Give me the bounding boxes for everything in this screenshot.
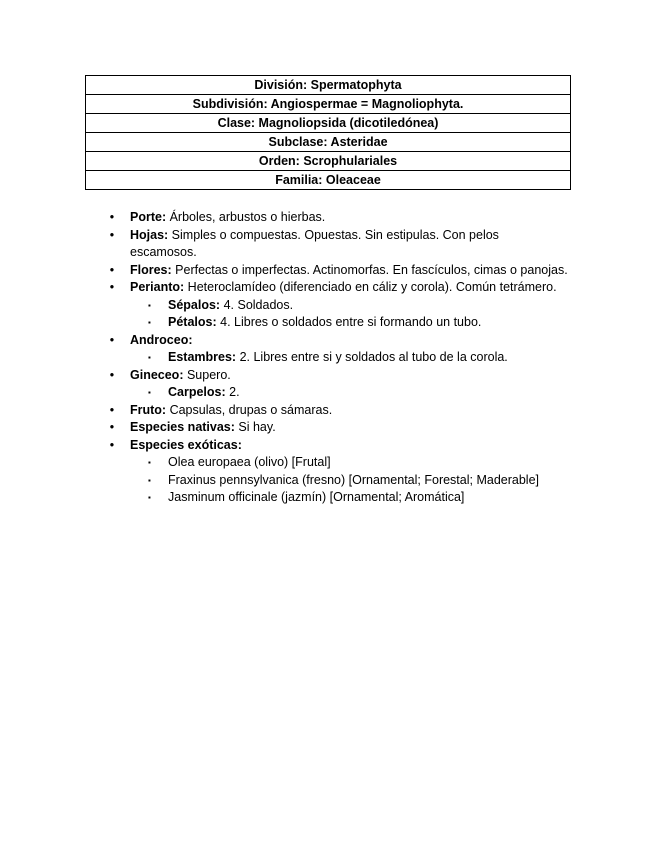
item-label: Especies exóticas:: [130, 437, 242, 452]
item-label: Fruto:: [130, 402, 167, 417]
list-item-flores: [108, 262, 568, 280]
item-label: Androceo:: [130, 332, 193, 347]
item-text: Supero.: [183, 367, 231, 382]
item-text: Capsulas, drupas o sámaras.: [166, 402, 333, 417]
table-row: [86, 133, 571, 152]
bullet-icon: •: [109, 367, 115, 382]
square-bullet-icon: ▪: [148, 353, 151, 362]
item-label: Flores:: [130, 262, 172, 277]
species-name: Jasminum officinale (jazmín) [Ornamental; Aromática]: [168, 490, 465, 504]
item-label: Pétalos:: [168, 315, 217, 329]
taxonomy-division: División: Spermatophyta: [86, 76, 571, 95]
list-item-perianto: [108, 279, 568, 297]
list-item-hojas: [108, 227, 568, 262]
bullet-icon: •: [109, 210, 115, 224]
item-label: Gineceo:: [130, 367, 184, 382]
square-bullet-icon: ▪: [148, 475, 151, 485]
bullet-icon: •: [109, 402, 115, 417]
list-item-gineceo: [108, 367, 568, 385]
square-bullet-icon: ▪: [148, 318, 151, 327]
item-text: Perfectas o imperfectas. Actinomorfas. En fascículos, cimas o panojas.: [171, 262, 568, 277]
list-item-fruto: [108, 402, 568, 420]
list-item-androceo: [108, 332, 568, 350]
square-bullet-icon: ▪: [148, 493, 151, 502]
item-text: Simples o compuestas. Opuestas. Sin estipulas. Con pelos escamosos.: [130, 227, 499, 259]
item-label: Estambres:: [168, 350, 237, 364]
item-label: Carpelos:: [168, 385, 226, 399]
taxonomy-family: Familia: Oleaceae: [86, 171, 571, 190]
taxonomy-class: Clase: Magnoliopsida (dicotiledónea): [86, 114, 571, 133]
bullet-icon: •: [109, 420, 115, 434]
item-text: 4. Libres o soldados entre si formando un tubo.: [216, 315, 482, 329]
table-row: [86, 95, 571, 114]
item-text: Árboles, arbustos o hierbas.: [166, 210, 326, 224]
item-text: 2. Libres entre si y soldados al tubo de la corola.: [236, 350, 508, 364]
list-item-sepalos: [108, 297, 568, 315]
species-name: Fraxinus pennsylvanica (fresno) [Ornamental; Forestal; Maderable]: [168, 472, 539, 487]
taxonomy-table: [85, 75, 571, 190]
list-item-carpelos: [108, 384, 568, 402]
square-bullet-icon: ▪: [148, 458, 151, 467]
bullet-icon: •: [109, 262, 115, 277]
list-item-exotic-species: [108, 454, 568, 472]
list-item-especies-exoticas: [108, 437, 568, 455]
species-name: Olea europaea (olivo) [Frutal]: [168, 455, 331, 469]
item-label: Especies nativas:: [130, 420, 235, 434]
taxonomy-subclass: Subclase: Asteridae: [86, 133, 571, 152]
item-text: 2.: [225, 385, 240, 399]
item-text: Heteroclamídeo (diferenciado en cáliz y corola). Común tetrámero.: [184, 280, 557, 294]
list-item-exotic-species: [108, 489, 568, 507]
item-text: Si hay.: [234, 420, 276, 434]
list-item-especies-nativas: [108, 419, 568, 437]
item-label: Hojas:: [130, 227, 169, 242]
bullet-icon: •: [109, 280, 115, 294]
item-label: Perianto:: [130, 280, 185, 294]
taxonomy-subdivision: Subdivisión: Angiospermae = Magnoliophyta.: [86, 95, 571, 114]
list-item-porte: [108, 209, 568, 227]
table-row: [86, 76, 571, 95]
square-bullet-icon: ▪: [148, 300, 151, 310]
square-bullet-icon: ▪: [148, 388, 151, 397]
list-item-exotic-species: [108, 472, 568, 490]
bullet-icon: •: [109, 437, 115, 452]
bullet-icon: •: [109, 227, 115, 242]
list-item-estambres: [108, 349, 568, 367]
item-text: 4. Soldados.: [220, 297, 294, 312]
table-row: [86, 114, 571, 133]
table-row: [86, 152, 571, 171]
list-item-petalos: [108, 314, 568, 332]
characteristics-list: [108, 209, 568, 507]
taxonomy-order: Orden: Scrophulariales: [86, 152, 571, 171]
item-label: Sépalos:: [168, 297, 221, 312]
bullet-icon: •: [109, 332, 115, 347]
item-label: Porte:: [130, 210, 167, 224]
table-row: [86, 171, 571, 190]
